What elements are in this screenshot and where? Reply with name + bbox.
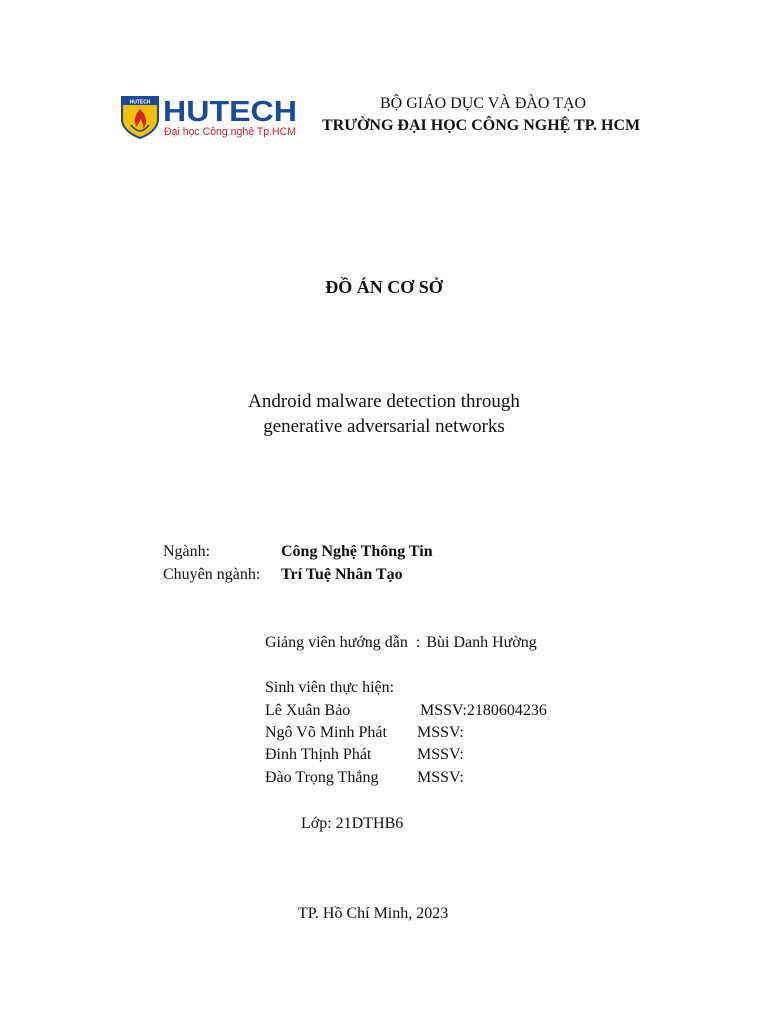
student-mssv: MSSV: bbox=[417, 724, 464, 741]
project-title-line-2: generative adversarial networks bbox=[263, 416, 505, 437]
logo-tagline: Đại học Công nghệ Tp.HCM bbox=[164, 126, 296, 138]
advisor-label: Giảng viên hướng dẫn bbox=[265, 634, 408, 651]
hutech-logo-graphic bbox=[120, 95, 300, 139]
student-name: Lê Xuân Bảo bbox=[265, 702, 351, 719]
university-name: TRƯỜNG ĐẠI HỌC CÔNG NGHỆ TP. HCM bbox=[322, 117, 641, 134]
advisor-line bbox=[265, 634, 537, 652]
student-name: Đào Trọng Thắng bbox=[265, 769, 379, 786]
shield-label: HUTECH bbox=[129, 99, 151, 106]
student-mssv: MSSV: bbox=[417, 746, 464, 763]
logo-wordmark: HUTECH bbox=[163, 96, 297, 128]
place-and-year: TP. Hồ Chí Minh, 2023 bbox=[298, 905, 449, 922]
project-title-line-1: Android malware detection through bbox=[248, 391, 520, 412]
student-name: Đinh Thịnh Phát bbox=[265, 746, 372, 763]
major-value: Công Nghệ Thông Tin bbox=[281, 543, 433, 560]
document-type: ĐỒ ÁN CƠ SỞ bbox=[325, 277, 443, 297]
students-label: Sinh viên thực hiện: bbox=[265, 679, 395, 696]
major-label: Ngành: bbox=[163, 543, 211, 560]
advisor-name: Bùi Danh Hường bbox=[426, 634, 537, 651]
hutech-logo bbox=[120, 95, 300, 139]
advisor-separator: : bbox=[415, 634, 421, 651]
specialization-value: Trí Tuệ Nhân Tạo bbox=[281, 566, 403, 583]
student-mssv: MSSV:2180604236 bbox=[420, 702, 547, 719]
class-info: Lớp: 21DTHB6 bbox=[301, 815, 404, 832]
student-mssv: MSSV: bbox=[417, 769, 464, 786]
student-name: Ngô Võ Minh Phát bbox=[265, 724, 387, 741]
specialization-label: Chuyên ngành: bbox=[163, 566, 261, 583]
ministry-name: BỘ GIÁO DỤC VÀ ĐÀO TẠO bbox=[380, 95, 587, 112]
